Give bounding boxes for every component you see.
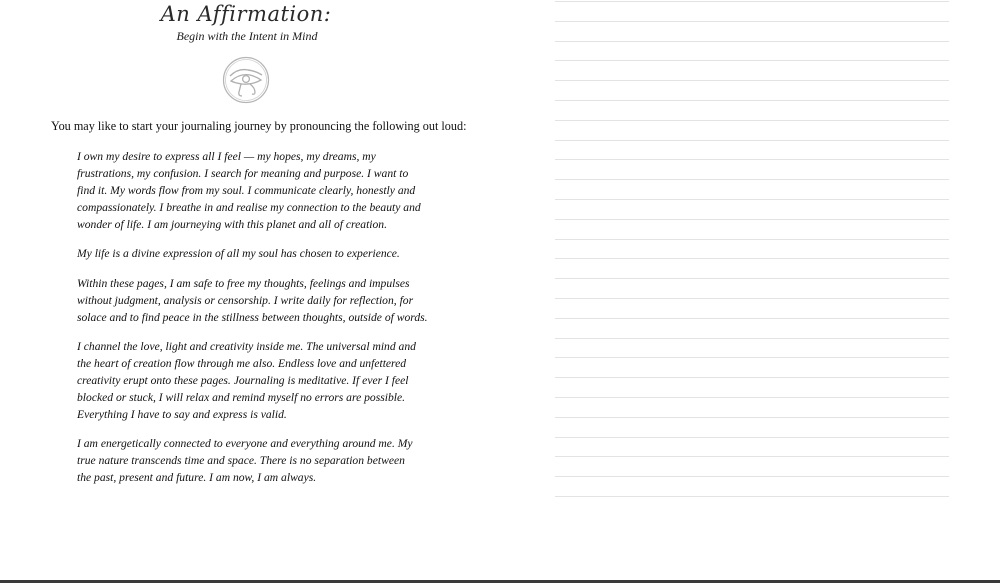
ruled-writing-page (555, 0, 949, 520)
ruled-line (555, 318, 949, 319)
ruled-line (555, 199, 949, 200)
ruled-line (555, 60, 949, 61)
ruled-line (555, 377, 949, 378)
ruled-line (555, 298, 949, 299)
ruled-line (555, 397, 949, 398)
left-page (0, 0, 500, 580)
ruled-line (555, 437, 949, 438)
paragraph-line: frustrations, my confusion. I search for meaning and purpose. I want to (77, 167, 409, 180)
ruled-line (555, 100, 949, 101)
ruled-line (555, 120, 949, 121)
paragraph-line: true nature transcends time and space. There is no separation between (77, 454, 405, 467)
paragraph-line: blocked or stuck, I will relax and remind myself no errors are possible. (77, 391, 406, 404)
eye-of-horus-icon (222, 56, 270, 104)
paragraph-line: wonder of life. I am journeying with this planet and all of creation. (77, 218, 388, 231)
paragraph-line: compassionately. I breathe in and realise my connection to the beauty and (77, 201, 421, 214)
ruled-line (555, 338, 949, 339)
ruled-line (555, 219, 949, 220)
ruled-line (555, 258, 949, 259)
ruled-line (555, 456, 949, 457)
paragraph-line: without judgment, analysis or censorship. I write daily for reflection, for (77, 294, 414, 307)
intro-text: You may like to start your journaling journey by pronouncing the following out loud: (51, 119, 467, 133)
ruled-line (555, 41, 949, 42)
paragraph-line: solace and to find peace in the stillness between thoughts, outside of words. (77, 311, 428, 324)
ruled-line (555, 140, 949, 141)
paragraph-line: the heart of creation flow through me also. Endless love and unfettered (77, 357, 407, 370)
affirmation-paragraph (77, 148, 437, 233)
ruled-line (555, 496, 949, 497)
ruled-line (555, 1, 949, 2)
ruled-line (555, 417, 949, 418)
paragraph-line: Within these pages, I am safe to free my thoughts, feelings and impulses (77, 277, 410, 290)
ruled-line (555, 239, 949, 240)
ruled-line (555, 278, 949, 279)
paragraph-line: find it. My words flow from my soul. I communicate clearly, honestly and (77, 184, 416, 197)
ruled-line (555, 21, 949, 22)
page-subtitle: Begin with the Intent in Mind (176, 29, 318, 43)
paragraph-line: I own my desire to express all I feel — my hopes, my dreams, my (77, 150, 376, 163)
paragraph-line: I channel the love, light and creativity inside me. The universal mind and (77, 340, 416, 353)
affirmation-paragraph (77, 275, 437, 326)
affirmation-paragraph (77, 435, 437, 486)
paragraph-line: creativity erupt onto these pages. Journaling is meditative. If ever I feel (77, 374, 409, 387)
page-title: An Affirmation: (160, 2, 332, 26)
ruled-line (555, 80, 949, 81)
ruled-line (555, 476, 949, 477)
paragraph-line: the past, present and future. I am now, I am always. (77, 471, 317, 484)
paragraph-line: Everything I have to say and express is valid. (77, 408, 287, 421)
ruled-line (555, 357, 949, 358)
paragraph-line: I am energetically connected to everyone and everything around me. My (77, 437, 413, 450)
affirmation-paragraph (77, 245, 437, 262)
ruled-line (555, 159, 949, 160)
ruled-line (555, 179, 949, 180)
affirmation-paragraph (77, 338, 437, 423)
paragraph-line: My life is a divine expression of all my soul has chosen to experience. (77, 247, 400, 260)
